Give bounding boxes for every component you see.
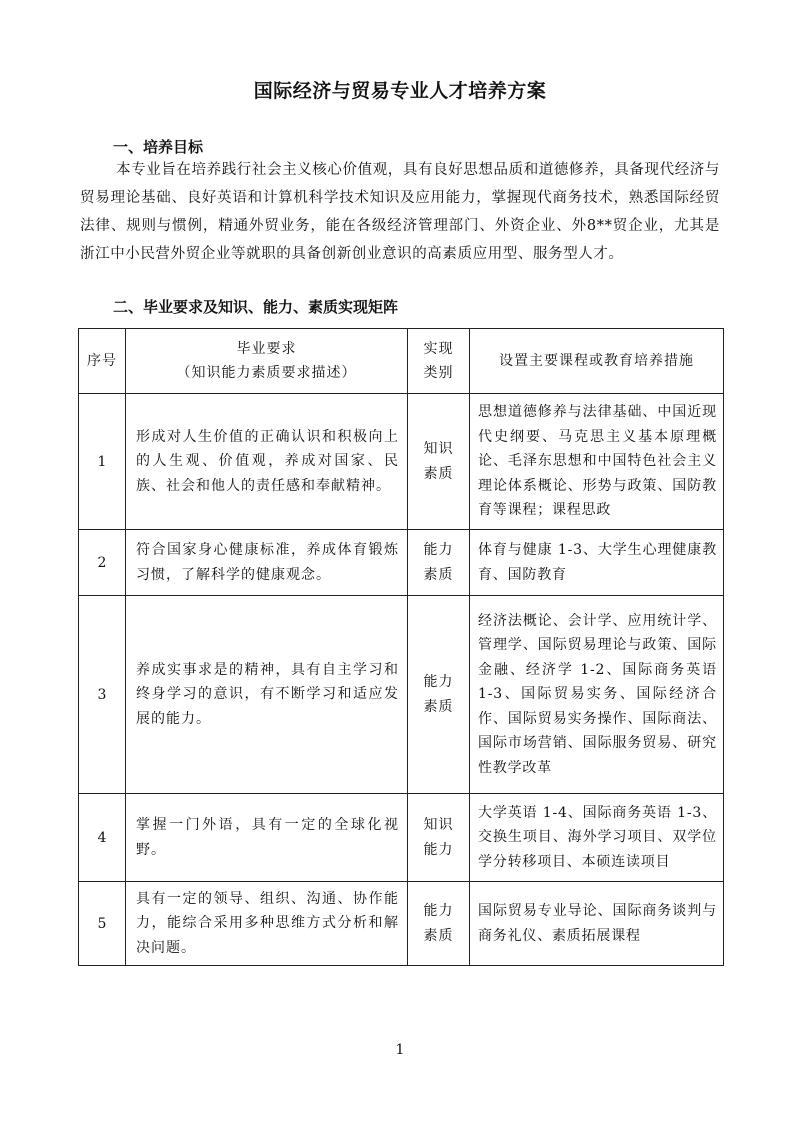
row-courses: 体育与健康 1-3、大学生心理健康教育、国防教育 bbox=[470, 530, 724, 596]
row-courses: 思想道德修养与法律基础、中国近现代史纲要、马克思主义基本原理概论、毛泽东思想和中国特色社会主义理论体系概论、形势与政策、国防教育等课程；课程思政 bbox=[470, 394, 724, 530]
header-category bbox=[408, 329, 470, 394]
row-number: 2 bbox=[79, 530, 126, 596]
row-requirement: 具有一定的领导、组织、沟通、协作能力，能综合采用多种思维方式分析和解决问题。 bbox=[126, 882, 408, 966]
row-category bbox=[408, 882, 470, 966]
row-number: 1 bbox=[79, 394, 126, 530]
row-category-line2: 素质 bbox=[423, 465, 454, 482]
section-heading-objectives: 一、培养目标 bbox=[113, 138, 204, 156]
header-requirement-line2: （知识能力素质要求描述） bbox=[176, 365, 357, 381]
row-number: 3 bbox=[79, 596, 126, 794]
row-category-line1: 能力 bbox=[423, 903, 454, 919]
table-row bbox=[79, 596, 724, 794]
row-category bbox=[408, 596, 470, 794]
table-header-row bbox=[79, 329, 724, 394]
header-requirement-line1: 毕业要求 bbox=[236, 341, 297, 357]
header-requirement bbox=[126, 329, 408, 394]
row-category-line1: 知识 bbox=[423, 817, 454, 833]
row-requirement: 养成实事求是的精神，具有自主学习和终身学习的意识，有不断学习和适应发展的能力。 bbox=[126, 596, 408, 794]
header-category-line2: 类别 bbox=[423, 365, 454, 381]
table-row bbox=[79, 394, 724, 530]
row-category bbox=[408, 794, 470, 882]
row-number: 5 bbox=[79, 882, 126, 966]
row-category-line2: 素质 bbox=[423, 566, 454, 583]
document-title: 国际经济与贸易专业人才培养方案 bbox=[253, 80, 547, 102]
section-heading-matrix: 二、毕业要求及知识、能力、素质实现矩阵 bbox=[113, 298, 399, 316]
row-number: 4 bbox=[79, 794, 126, 882]
row-courses: 国际贸易专业导论、国际商务谈判与商务礼仪、素质拓展课程 bbox=[470, 882, 724, 966]
row-category-line1: 能力 bbox=[423, 674, 454, 690]
objectives-paragraph: 本专业旨在培养践行社会主义核心价值观，具有良好思想品质和道德修养，具备现代经济与贸易理论基础、良好英语和计算机科学技术知识及应用能力，掌握现代商务技术，熟悉国际经贸法律、规则与惯例，精通外贸业务，能在各级经济管理部门、外资企业、外8**贸企业，尤其是浙江中小民营外贸企业等就职的具备创新创业意识的高素质应用型、服务型人才。 bbox=[80, 162, 720, 262]
page-number: 1 bbox=[395, 1042, 405, 1058]
table-row bbox=[79, 882, 724, 966]
row-category bbox=[408, 394, 470, 530]
header-category-line1: 实现 bbox=[423, 341, 454, 357]
row-courses: 大学英语 1-4、国际商务英语 1-3、交换生项目、海外学习项目、双学位学分转移项目、本硕连读项目 bbox=[470, 794, 724, 882]
row-category-line1: 知识 bbox=[423, 441, 454, 457]
table-row bbox=[79, 794, 724, 882]
row-category-line1: 能力 bbox=[423, 542, 454, 558]
row-requirement: 符合国家身心健康标准，养成体育锻炼习惯，了解科学的健康观念。 bbox=[126, 530, 408, 596]
row-category-line2: 素质 bbox=[423, 927, 454, 944]
header-courses: 设置主要课程或教育培养措施 bbox=[470, 329, 724, 394]
requirements-matrix-table bbox=[78, 328, 724, 966]
row-category bbox=[408, 530, 470, 596]
row-category-line2: 素质 bbox=[423, 698, 454, 715]
row-courses: 经济法概论、会计学、应用统计学、管理学、国际贸易理论与政策、国际金融、经济学 1-2、国际商务英语 1-3、国际贸易实务、国际经济合作、国际贸易实务操作、国际商法、国际市场营销、国际服务贸易、研究性教学改革 bbox=[470, 596, 724, 794]
row-requirement: 掌握一门外语，具有一定的全球化视野。 bbox=[126, 794, 408, 882]
header-no: 序号 bbox=[79, 329, 126, 394]
table-row bbox=[79, 530, 724, 596]
row-category-line2: 能力 bbox=[423, 841, 454, 858]
row-requirement: 形成对人生价值的正确认识和积极向上的人生观、价值观，养成对国家、民族、社会和他人的责任感和奉献精神。 bbox=[126, 394, 408, 530]
